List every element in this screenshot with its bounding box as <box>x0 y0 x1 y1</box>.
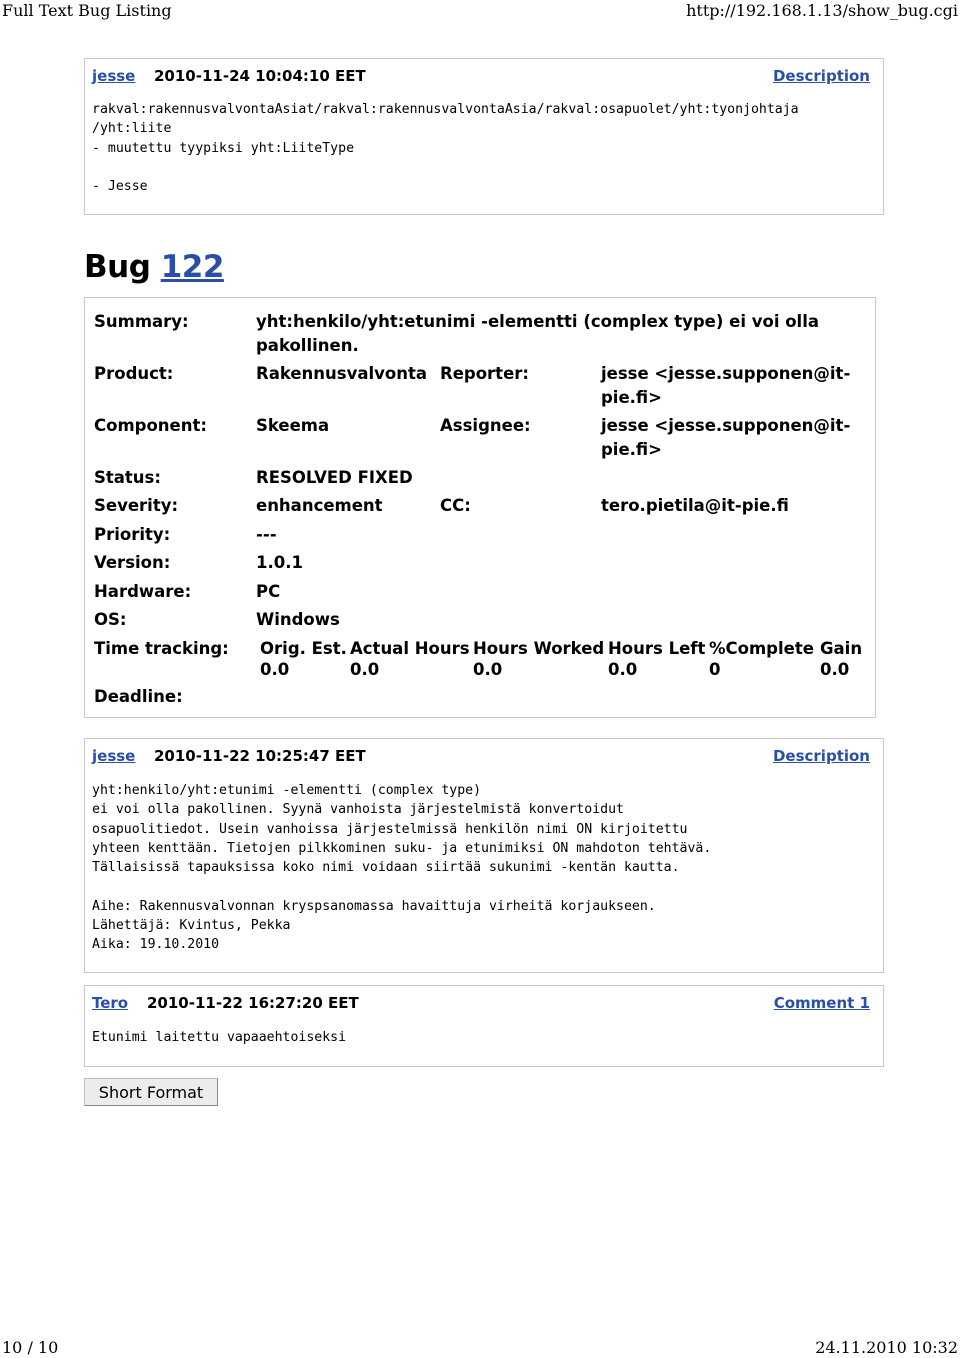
cc-value: tero.pietila@it-pie.fi <box>601 496 789 515</box>
comment-text: yht:henkilo/yht:etunimi -elementti (complex type) ei voi olla pakollinen. Syynä vanhoista järjestelmistä konvertoidut osapuolitiedot. Usein vanhoissa järjestelmissä henkilön nimi ON kirjoitettu yhteen kenttään. Tietojen pilkkominen suku- ja etunimiksi ON mahdoton tehtävä. Tällaisissä tapauksissa koko nimi voidaan siirtää sukunimi -kentän kautta. Aihe: Rakennusvalvonnan kryspsanomassa havaittuja virheitä korjaukseen. Lähettäjä: Kvintus, Pekka Aika: 19.10.2010 <box>92 783 712 953</box>
component-label: Component: <box>94 416 207 435</box>
tt-header: %Complete <box>709 639 814 658</box>
bug-title-label: Bug <box>84 249 151 285</box>
tt-header: Actual Hours <box>350 639 470 658</box>
product-label: Product: <box>94 364 174 383</box>
comment-timestamp: 2010-11-24 10:04:10 EET <box>154 67 366 85</box>
reporter-label: Reporter: <box>440 364 529 383</box>
bug-fields-table <box>84 297 876 718</box>
status-value: RESOLVED FIXED <box>256 468 413 487</box>
severity-label: Severity: <box>94 496 179 515</box>
tt-value: 0 <box>709 660 721 679</box>
comment-box-1 <box>84 985 884 1067</box>
assignee-label: Assignee: <box>440 416 531 435</box>
component-value: Skeema <box>256 416 330 435</box>
os-value: Windows <box>256 610 340 629</box>
tt-value: 0.0 <box>608 660 638 679</box>
comment-text: Etunimi laitettu vapaaehtoiseksi <box>92 1030 347 1045</box>
comment-anchor-link[interactable]: Comment 1 <box>773 994 870 1012</box>
reporter-value-line1: jesse <jesse.supponen@it- <box>601 364 851 383</box>
tt-header: Hours Left <box>608 639 706 658</box>
hardware-label: Hardware: <box>94 582 192 601</box>
bug-title <box>84 249 224 285</box>
comment-header <box>85 739 883 769</box>
assignee-value-line2: pie.fi> <box>601 440 662 459</box>
version-label: Version: <box>94 553 171 572</box>
version-value: 1.0.1 <box>256 553 303 572</box>
print-footer-page: 10 / 10 <box>2 1338 59 1357</box>
assignee-value-line1: jesse <jesse.supponen@it- <box>601 416 851 435</box>
comment-box-description <box>84 738 884 973</box>
summary-value-line2: pakollinen. <box>256 336 359 355</box>
time-tracking-label: Time tracking: <box>94 639 229 658</box>
summary-value-line1: yht:henkilo/yht:etunimi -elementti (complex type) ei voi olla <box>256 312 820 331</box>
comment-anchor-link[interactable]: Description <box>772 747 870 765</box>
product-value: Rakennusvalvonta <box>256 364 428 383</box>
print-header-title: Full Text Bug Listing <box>2 1 172 20</box>
print-header-url: http://192.168.1.13/show_bug.cgi <box>686 1 958 20</box>
tt-value: 0.0 <box>473 660 503 679</box>
tt-value: 0.0 <box>260 660 290 679</box>
severity-value: enhancement <box>256 496 383 515</box>
comment-header <box>85 986 883 1016</box>
os-label: OS: <box>94 610 127 629</box>
tt-header: Hours Worked <box>473 639 605 658</box>
status-label: Status: <box>94 468 161 487</box>
reporter-value-line2: pie.fi> <box>601 388 662 407</box>
priority-label: Priority: <box>94 525 171 544</box>
short-format-button[interactable]: Short Format <box>84 1078 218 1106</box>
print-footer-datetime: 24.11.2010 10:32 <box>815 1338 958 1357</box>
comment-box-top <box>84 58 884 215</box>
comment-author-link[interactable]: jesse <box>92 747 136 765</box>
summary-label: Summary: <box>94 312 189 331</box>
bug-number-link[interactable]: 122 <box>160 249 224 285</box>
deadline-label: Deadline: <box>94 687 183 706</box>
hardware-value: PC <box>256 582 281 601</box>
tt-header: Orig. Est. <box>260 639 347 658</box>
priority-value: --- <box>256 525 277 544</box>
comment-author-link[interactable]: jesse <box>92 67 136 85</box>
comment-author-link[interactable]: Tero <box>92 994 129 1012</box>
comment-timestamp: 2010-11-22 10:25:47 EET <box>154 747 366 765</box>
comment-header <box>85 59 883 89</box>
tt-value: 0.0 <box>350 660 380 679</box>
comment-text: rakval:rakennusvalvontaAsiat/rakval:rakennusvalvontaAsia/rakval:osapuolet/yht:tyonjohtaja /yht:liite - muutettu tyypiksi yht:LiiteType - Jesse <box>92 102 799 195</box>
cc-label: CC: <box>440 496 471 515</box>
tt-value: 0.0 <box>820 660 850 679</box>
tt-header: Gain <box>820 639 863 658</box>
comment-anchor-link[interactable]: Description <box>772 67 870 85</box>
comment-timestamp: 2010-11-22 16:27:20 EET <box>147 994 359 1012</box>
